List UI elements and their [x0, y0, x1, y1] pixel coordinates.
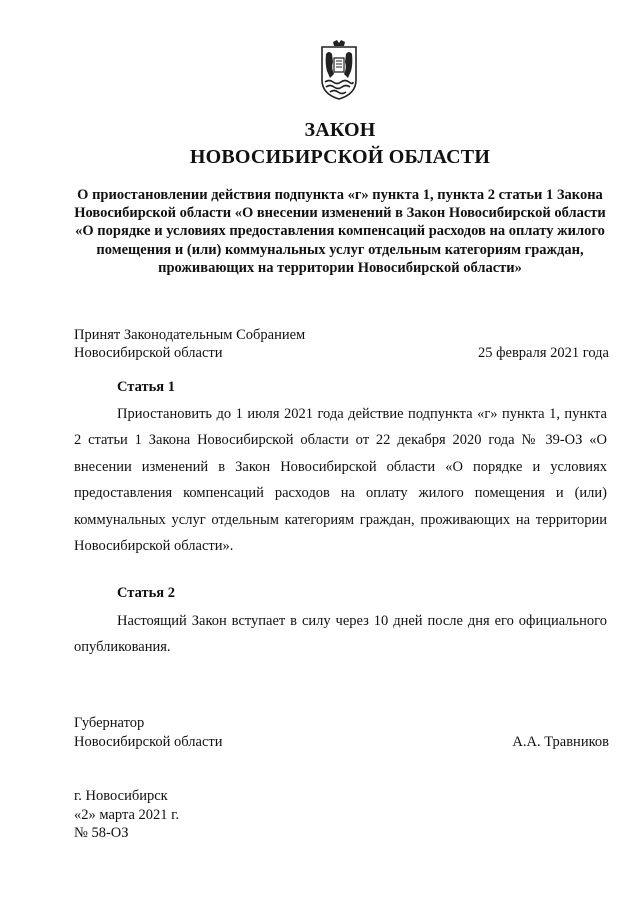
signing-city: г. Новосибирск	[74, 788, 168, 804]
coat-of-arms-icon	[313, 38, 365, 102]
law-subject: О приостановлении действия подпункта «г» пункта 1, пункта 2 статьи 1 Закона Новосибирской области «О внесении изменений в Закон Новосибирской области «О порядке и условиях предоставления компенсаций расходов на оплату жилого помещения и (или) коммунальных услуг отдельным категориям граждан, проживающих на территории Новосибирской области»	[74, 187, 606, 276]
signatory-title	[74, 714, 223, 752]
adoption-authority	[74, 326, 305, 362]
adoption-line2: Новосибирской области	[74, 345, 223, 361]
signatory-title-line2: Новосибирской области	[74, 734, 223, 750]
article-1-text: Приостановить до 1 июля 2021 года действие подпункта «г» пункта 1, пункта 2 статьи 1 Закона Новосибирской области от 22 декабря 2020 года № 39-ОЗ «О внесении изменений в Закон Новосибирской области «О порядке и условиях предоставления компенсаций расходов на оплату жилого помещения и (или) коммунальных услуг отдельным категориям граждан, проживающих на территории Новосибирской области».	[74, 406, 607, 555]
signatory-name: А.А. Травников	[512, 734, 609, 750]
article-2-heading: Статья 2	[117, 585, 175, 601]
signing-date: «2» марта 2021 г.	[74, 806, 180, 823]
article-2-text: Настоящий Закон вступает в силу через 10 дней после дня его официального опубликования.	[74, 613, 607, 656]
law-region-title: НОВОСИБИРСКОЙ ОБЛАСТИ	[189, 146, 491, 168]
adoption-date: 25 февраля 2021 года	[477, 345, 609, 361]
signing-details	[74, 787, 179, 843]
law-number: № 58-ОЗ	[74, 825, 129, 841]
article-1-heading: Статья 1	[117, 379, 175, 395]
adoption-line1: Принят Законодательным Собранием	[74, 327, 306, 343]
signatory-title-line1: Губернатор	[74, 715, 145, 731]
law-title: ЗАКОН	[304, 119, 376, 141]
